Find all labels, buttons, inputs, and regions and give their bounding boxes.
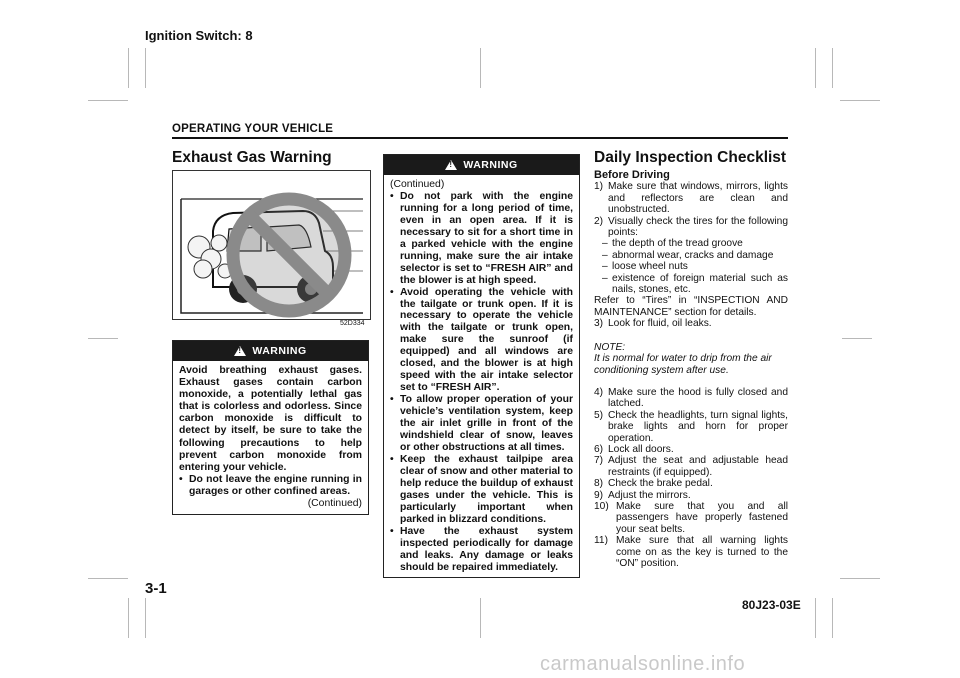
before-driving-heading: Before Driving (594, 169, 670, 181)
crop-mark (840, 578, 880, 579)
dash-text: existence of foreign material such as nails, stones, etc. (612, 272, 788, 296)
warning-label: WARNING (252, 345, 307, 357)
continued-label: (Continued) (390, 179, 445, 190)
item-number: 1) (594, 181, 604, 193)
list-item (390, 526, 573, 574)
item-number: 4) (594, 386, 604, 398)
warning-text: Avoid breathing exhaust gases. Exhaust gases contain carbon monoxide, a potentially lethal gas that is colorless and odorless. Since carbon monoxide is difficult to detect by itself, be sure to take the following precautions to help prevent carbon monoxide from entering your vehicle. (179, 365, 362, 473)
crop-mark (832, 598, 833, 638)
document-code: 80J23-03E (742, 598, 801, 612)
bullet-text: Keep the exhaust tailpipe area clear of snow and other material to help reduce the buildup of exhaust gases under the vehicle. This is particularly important when parked in blizzard conditions. (400, 453, 573, 525)
dash-text: the depth of the tread groove (612, 238, 743, 250)
bullet-text: Have the exhaust system inspected periodically for damage and leaks. Any damage or leaks should be repaired immediately. (400, 525, 573, 573)
list-item (594, 387, 788, 410)
crop-mark (88, 338, 118, 339)
item-number: 3) (594, 318, 604, 330)
ignition-switch-label: Ignition Switch: 8 (145, 28, 253, 43)
bullet-text: Do not leave the engine running in garages or other confined areas. (189, 473, 362, 497)
bullet-text: Avoid operating the vehicle with the tailgate or trunk open. If it is necessary to operate the vehicle with the tailgate or trunk open, make sure the sunroof (if equipped) and all windows are closed, and the blower is at high speed with the air intake selector set to “FRESH AIR”. (400, 286, 573, 394)
page-number: 3-1 (145, 580, 167, 597)
item-text: Visually check the tires for the following points: (608, 215, 788, 239)
list-item (594, 181, 788, 215)
list-item (594, 535, 788, 569)
list-item (594, 490, 788, 501)
crop-mark (88, 100, 128, 101)
bullet-text: Do not park with the engine running for a long period of time, even in an open area. If it is necessary to sit for a short time in a parked vehicle with the engine running, make sure the air intake selector is set to “FRESH AIR” and the blower is at high speed. (400, 190, 573, 286)
item-text: Adjust the seat and adjustable head restraints (if equipped). (608, 455, 788, 478)
bullet-icon: • (390, 525, 394, 537)
item-number: 6) (594, 443, 604, 455)
car-in-garage-illustration (173, 171, 370, 319)
warning-box-left (172, 340, 369, 515)
list-item (390, 394, 573, 454)
item-number: 7) (594, 455, 604, 467)
figure-code: 52D334 (340, 320, 365, 327)
list-item (594, 410, 788, 444)
warning-label: WARNING (463, 159, 518, 171)
list-item (390, 191, 573, 287)
item-text: Make sure the hood is fully closed and latched. (608, 386, 788, 410)
inspection-checklist (594, 170, 788, 569)
bullet-icon: • (390, 394, 394, 406)
list-item (179, 474, 362, 498)
watermark-text: carmanualsonline.info (540, 653, 746, 675)
item-number: 2) (594, 215, 604, 227)
list-item (594, 455, 788, 478)
crop-mark (128, 48, 129, 88)
item-number: 5) (594, 409, 604, 421)
item-text: Adjust the mirrors. (608, 489, 691, 501)
list-item (594, 501, 788, 535)
crop-mark (480, 48, 481, 88)
item-text: Lock all doors. (608, 443, 674, 455)
list-item (390, 287, 573, 395)
bullet-icon: • (179, 473, 183, 485)
item-number: 8) (594, 478, 604, 490)
crop-mark (840, 100, 880, 101)
warning-box-middle (383, 154, 580, 578)
warning-triangle-icon (445, 160, 457, 170)
section-title: OPERATING YOUR VEHICLE (172, 123, 334, 135)
warning-header (173, 341, 368, 361)
crop-mark (815, 48, 816, 88)
note-label: NOTE: (594, 341, 626, 353)
warning-header (384, 155, 579, 175)
list-item: – loose wheel nuts (594, 261, 788, 272)
list-item (390, 454, 573, 526)
crop-mark (128, 598, 129, 638)
item-text: Make sure that you and all passengers have properly fastened your seat belts. (616, 500, 788, 535)
list-item: – abnormal wear, cracks and damage (594, 250, 788, 261)
bullet-icon: • (390, 286, 394, 298)
dash-text: loose wheel nuts (612, 261, 688, 273)
crop-mark (88, 578, 128, 579)
exhaust-illustration (172, 170, 371, 320)
item-text: Look for fluid, oil leaks. (608, 318, 712, 330)
dash-text: abnormal wear, cracks and damage (612, 249, 774, 261)
crop-mark (832, 48, 833, 88)
item-text: Make sure that windows, mirrors, lights and reflectors are clean and unobstructed. (608, 181, 788, 216)
list-item (594, 318, 788, 329)
item-text: Check the headlights, turn signal lights, brake lights and horn for proper operation. (608, 409, 788, 444)
crop-mark (480, 598, 481, 638)
note-text: It is normal for water to drip from the air conditioning system after use. (594, 353, 772, 376)
list-item (594, 444, 788, 455)
exhaust-gas-heading: Exhaust Gas Warning (172, 149, 332, 166)
continued-label: (Continued) (307, 498, 362, 510)
list-item (594, 216, 788, 239)
bullet-icon: • (390, 190, 394, 202)
item-number: 11) (594, 535, 608, 547)
list-item: – existence of foreign material such as nails, stones, etc. (602, 272, 788, 296)
item-number: 9) (594, 489, 604, 501)
item-text: Make sure that all warning lights come on as the key is turned to the “ON” position. (616, 535, 788, 569)
warning-body (173, 361, 368, 514)
crop-mark (815, 598, 816, 638)
bullet-icon: • (390, 453, 394, 465)
bullet-text: To allow proper operation of your vehicle’s ventilation system, keep the air inlet grille in front of the windshield clear of snow, leaves or other obstructions at all times. (400, 394, 573, 453)
item-number: 10) (594, 500, 609, 512)
header-rule (172, 137, 788, 139)
refer-text: Refer to “Tires” in “INSPECTION AND MAINTENANCE” section for details. (594, 295, 788, 318)
crop-mark (145, 48, 146, 88)
item-text: Check the brake pedal. (608, 478, 713, 490)
warning-body (384, 175, 579, 577)
warning-triangle-icon (234, 346, 246, 356)
crop-mark (842, 338, 872, 339)
daily-inspection-heading: Daily Inspection Checklist (594, 149, 787, 166)
crop-mark (145, 598, 146, 638)
list-item (594, 478, 788, 489)
list-item: – the depth of the tread groove (594, 238, 788, 249)
